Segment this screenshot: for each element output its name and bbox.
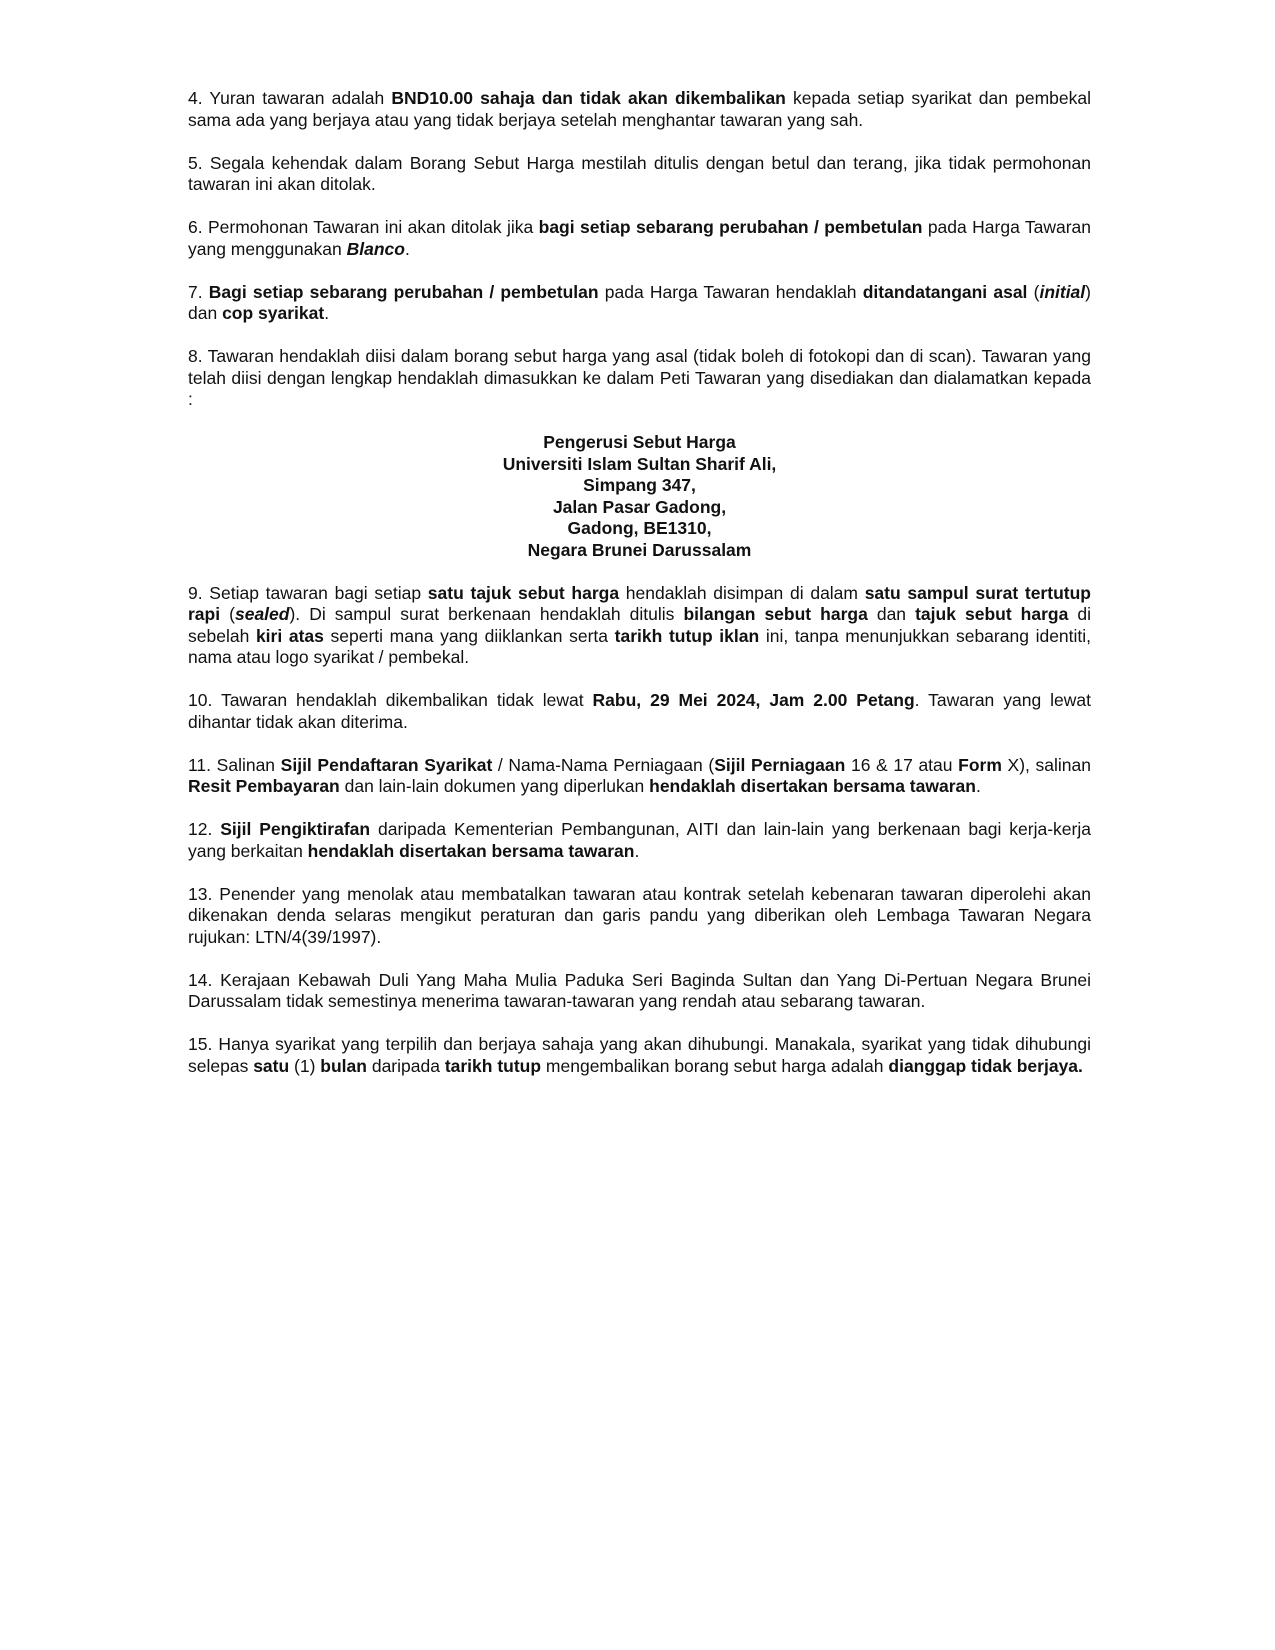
clause-15: [188, 1034, 1091, 1077]
clause-text-segment: 13. Penender yang menolak atau membatalkan tawaran atau kontrak setelah kebenaran tawaran diperolehi akan dikenakan denda selaras mengikut peraturan dan garis pandu yang diberikan oleh Lembaga Tawaran Negara rujukan: LTN/4(39/1997).: [188, 883, 1091, 947]
clause-text-segment: satu sampul surat tertutup rapi: [188, 582, 1091, 624]
clause-text-segment: .: [634, 840, 640, 861]
clause-text-segment: 4. Yuran tawaran adalah: [188, 88, 392, 108]
clause-text-segment: Resit Pembayaran: [188, 776, 340, 796]
address-line: Negara Brunei Darussalam: [527, 539, 752, 560]
clause-text-segment: dan lain-lain dokumen yang diperlukan: [339, 776, 650, 796]
clause-10: [188, 690, 1091, 733]
clause-text-segment: ini, tanpa menunjukkan sebarang identiti, nama atau logo syarikat / pembekal.: [188, 625, 1092, 667]
clause-text-segment: 12.: [188, 819, 221, 839]
clause-text-segment: .: [324, 303, 330, 323]
clause-text-segment: ) dan: [188, 281, 1091, 323]
clause-text-segment: 15. Hanya syarikat yang terpilih dan berjaya sahaja yang akan dihubungi. Manakala, syarikat yang tidak dihubungi selepas: [188, 1034, 1091, 1076]
clause-4: [188, 88, 1091, 131]
clause-text-segment: hendaklah disimpan di dalam: [619, 582, 865, 603]
clause-text-segment: Blanco: [346, 238, 405, 259]
clause-text-segment: di sebelah: [188, 604, 1091, 646]
clauses-4-to-8: [188, 88, 1091, 411]
clause-text-segment: bagi setiap sebarang perubahan / pembetulan: [538, 217, 923, 237]
clause-12: [188, 819, 1091, 862]
clause-text-segment: bilangan sebut harga: [683, 604, 868, 624]
clause-text-segment: tarikh tutup: [444, 1055, 542, 1076]
clause-14: [188, 970, 1091, 1013]
clause-text-segment: hendaklah disertakan bersama tawaran: [649, 776, 976, 796]
address-line: Simpang 347,: [583, 475, 696, 495]
clause-text-segment: seperti mana yang diiklankan serta: [323, 625, 615, 646]
clause-text-segment: Form: [958, 754, 1002, 775]
clause-text-segment: 8. Tawaran hendaklah diisi dalam borang sebut harga yang asal (tidak boleh di fotokopi dan di scan). Tawaran yang telah diisi dengan lengkap hendaklah dimasukkan ke dalam Peti Tawaran yang disediakan dan dialamatkan kepada :: [188, 346, 1091, 409]
clause-text-segment: initial: [1039, 281, 1086, 302]
clause-text-segment: pada Harga Tawaran hendaklah: [598, 281, 863, 302]
address-line: Gadong, BE1310,: [567, 518, 712, 538]
clause-text-segment: kepada setiap syarikat dan pembekal sama ada yang berjaya atau yang tidak berjaya setelah menghantar tawaran yang sah.: [188, 88, 1091, 130]
clause-text-segment: (1): [289, 1055, 321, 1076]
clause-text-segment: satu tajuk sebut harga: [427, 582, 620, 603]
clause-text-segment: sealed: [234, 604, 290, 624]
clause-text-segment: daripada: [366, 1055, 445, 1076]
clause-text-segment: X), salinan: [1001, 754, 1091, 775]
clause-text-segment: pada Harga Tawaran yang menggunakan: [188, 217, 1092, 259]
clause-text-segment: hendaklah disertakan bersama tawaran: [307, 840, 635, 861]
clause-text-segment: (: [220, 604, 235, 624]
clause-text-segment: 11. Salinan: [188, 754, 281, 775]
clause-text-segment: 14. Kerajaan Kebawah Duli Yang Maha Mulia Paduka Seri Baginda Sultan dan Yang Di-Pertuan Negara Brunei Darussalam tidak semestinya menerima tawaran-tawaran yang rendah atau sebarang tawaran.: [188, 969, 1091, 1011]
clause-text-segment: 6. Permohonan Tawaran ini akan ditolak jika: [188, 217, 539, 237]
clause-text-segment: Sijil Perniagaan: [714, 754, 846, 775]
clause-text-segment: Rabu, 29 Mei 2024, Jam 2.00 Petang: [592, 690, 915, 710]
clause-text-segment: dan: [867, 604, 916, 624]
clause-text-segment: cop syarikat: [222, 303, 325, 323]
clause-8: [188, 346, 1091, 411]
clause-text-segment: 5. Segala kehendak dalam Borang Sebut Harga mestilah ditulis dengan betul dan terang, jika tidak permohonan tawaran ini akan ditolak.: [188, 152, 1091, 194]
clause-11: [188, 755, 1091, 798]
clause-text-segment: 10. Tawaran hendaklah dikembalikan tidak lewat: [188, 690, 593, 710]
clause-text-segment: satu: [253, 1055, 290, 1076]
clause-text-segment: (: [1027, 281, 1040, 302]
clause-text-segment: 9. Setiap tawaran bagi setiap: [188, 582, 428, 603]
clause-text-segment: tajuk sebut harga: [915, 604, 1069, 624]
clause-text-segment: / Nama-Nama Perniagaan (: [492, 754, 715, 775]
clause-text-segment: ditandatangani asal: [862, 281, 1028, 302]
clause-text-segment: mengembalikan borang sebut harga adalah: [541, 1055, 889, 1076]
clauses-9-to-15: [188, 583, 1091, 1078]
clause-7: [188, 282, 1091, 325]
clause-text-segment: Sijil Pendaftaran Syarikat: [280, 754, 493, 775]
address-line: Pengerusi Sebut Harga: [543, 432, 736, 452]
address-block: [188, 432, 1091, 561]
clause-text-segment: 16 & 17 atau: [845, 754, 959, 775]
clause-text-segment: . Tawaran yang lewat dihantar tidak akan diterima.: [188, 690, 1091, 732]
clause-text-segment: tarikh tutup iklan: [614, 625, 760, 646]
clause-text-segment: .: [975, 776, 981, 796]
clause-5: [188, 153, 1091, 196]
clause-text-segment: 7.: [188, 281, 209, 302]
address-line: Jalan Pasar Gadong,: [552, 496, 727, 517]
clause-text-segment: dianggap tidak berjaya.: [888, 1055, 1083, 1076]
clause-text-segment: daripada Kementerian Pembangunan, AITI dan lain-lain yang berkenaan bagi kerja-kerja yang berkaitan: [188, 819, 1091, 861]
clause-13: [188, 884, 1091, 949]
clause-9: [188, 583, 1091, 669]
clause-text-segment: BND10.00 sahaja dan tidak akan dikembalikan: [391, 88, 786, 108]
clause-text-segment: .: [404, 238, 410, 259]
clause-text-segment: bulan: [320, 1055, 367, 1076]
clause-text-segment: Bagi setiap sebarang perubahan / pembetulan: [208, 281, 599, 302]
document-page: [188, 88, 1091, 1099]
address-line: Universiti Islam Sultan Sharif Ali,: [502, 453, 777, 474]
clause-text-segment: Sijil Pengiktirafan: [220, 819, 371, 839]
clause-6: [188, 217, 1091, 260]
clause-text-segment: kiri atas: [255, 625, 324, 646]
clause-text-segment: ). Di sampul surat berkenaan hendaklah ditulis: [289, 604, 684, 624]
